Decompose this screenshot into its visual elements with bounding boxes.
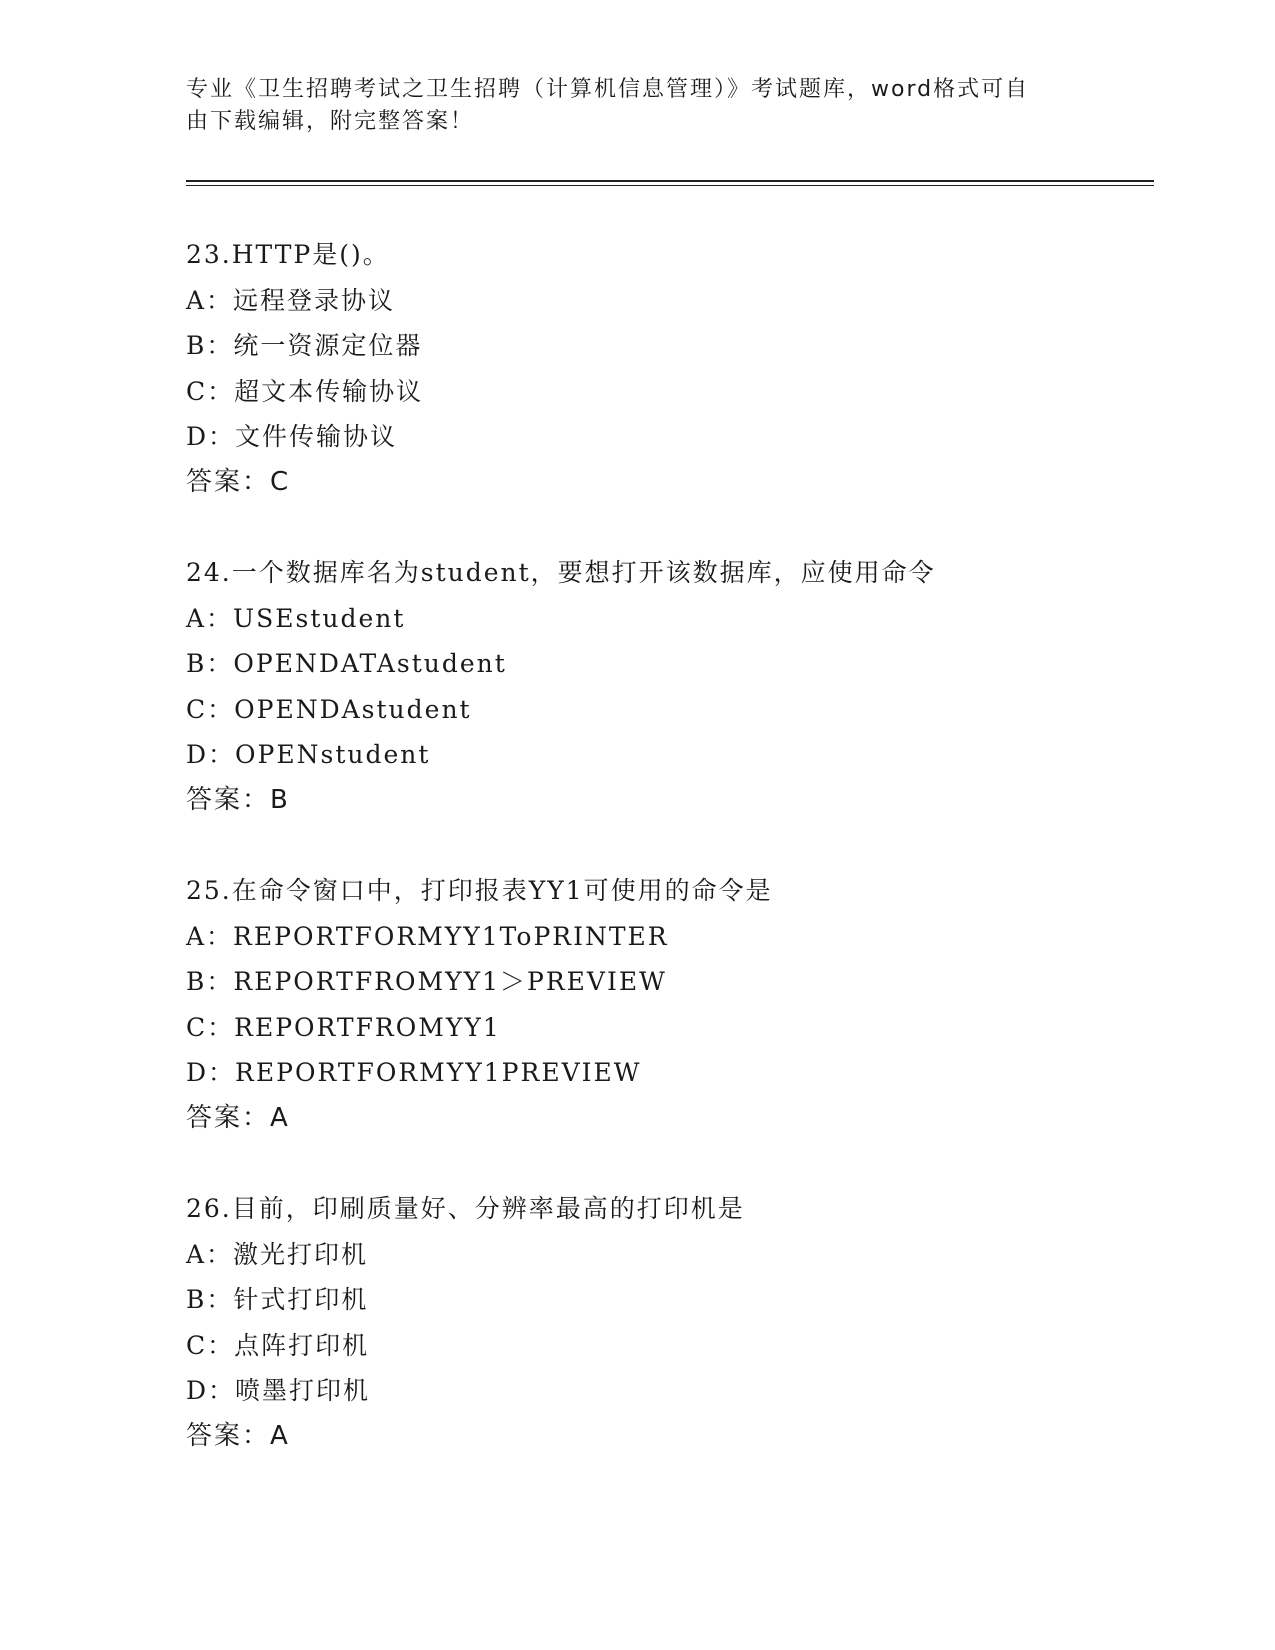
header-divider-thick	[186, 180, 1154, 182]
document-header	[186, 74, 1086, 138]
answer: 答案：C	[186, 466, 291, 497]
option-b: B：针式打印机	[186, 1285, 369, 1314]
option-a: A：激光打印机	[186, 1239, 369, 1269]
option-c: C：点阵打印机	[186, 1330, 370, 1360]
option-d: D：喷墨打印机	[186, 1376, 371, 1405]
header-line-2: 由下载编辑，附完整答案！	[186, 109, 475, 134]
option-a: A：USEstudent	[186, 603, 406, 633]
option-c: C：REPORTFROMYY1	[186, 1012, 501, 1042]
option-b: B：REPORTFROMYY1＞PREVIEW	[186, 967, 667, 996]
option-d: D：OPENstudent	[186, 740, 431, 769]
option-c: C：OPENDAstudent	[186, 694, 472, 724]
option-a: A：远程登录协议	[186, 285, 396, 315]
question-stem: 26.目前，印刷质量好、分辨率最高的打印机是	[186, 1194, 745, 1223]
option-a: A：REPORTFORMYY1ToPRINTER	[186, 921, 669, 951]
answer: 答案：A	[186, 1102, 290, 1133]
option-c: C：超文本传输协议	[186, 376, 424, 406]
answer: 答案：A	[186, 1420, 290, 1451]
question-stem: 24.一个数据库名为student，要想打开该数据库，应使用命令	[186, 558, 936, 587]
question-stem: 25.在命令窗口中，打印报表YY1可使用的命令是	[186, 876, 773, 905]
header-line-1: 专业《卫生招聘考试之卫生招聘（计算机信息管理）》考试题库，word格式可自	[186, 77, 1030, 102]
header-divider-thin	[186, 185, 1154, 186]
question-stem: 23.HTTP是()。	[186, 240, 390, 269]
option-b: B：OPENDATAstudent	[186, 649, 507, 678]
answer: 答案：B	[186, 784, 290, 815]
question-26	[186, 1186, 1166, 1459]
option-d: D：文件传输协议	[186, 422, 398, 451]
question-23	[186, 232, 1166, 505]
option-b: B：统一资源定位器	[186, 331, 423, 360]
question-24	[186, 550, 1166, 823]
option-d: D：REPORTFORMYY1PREVIEW	[186, 1058, 642, 1087]
question-25	[186, 868, 1166, 1141]
